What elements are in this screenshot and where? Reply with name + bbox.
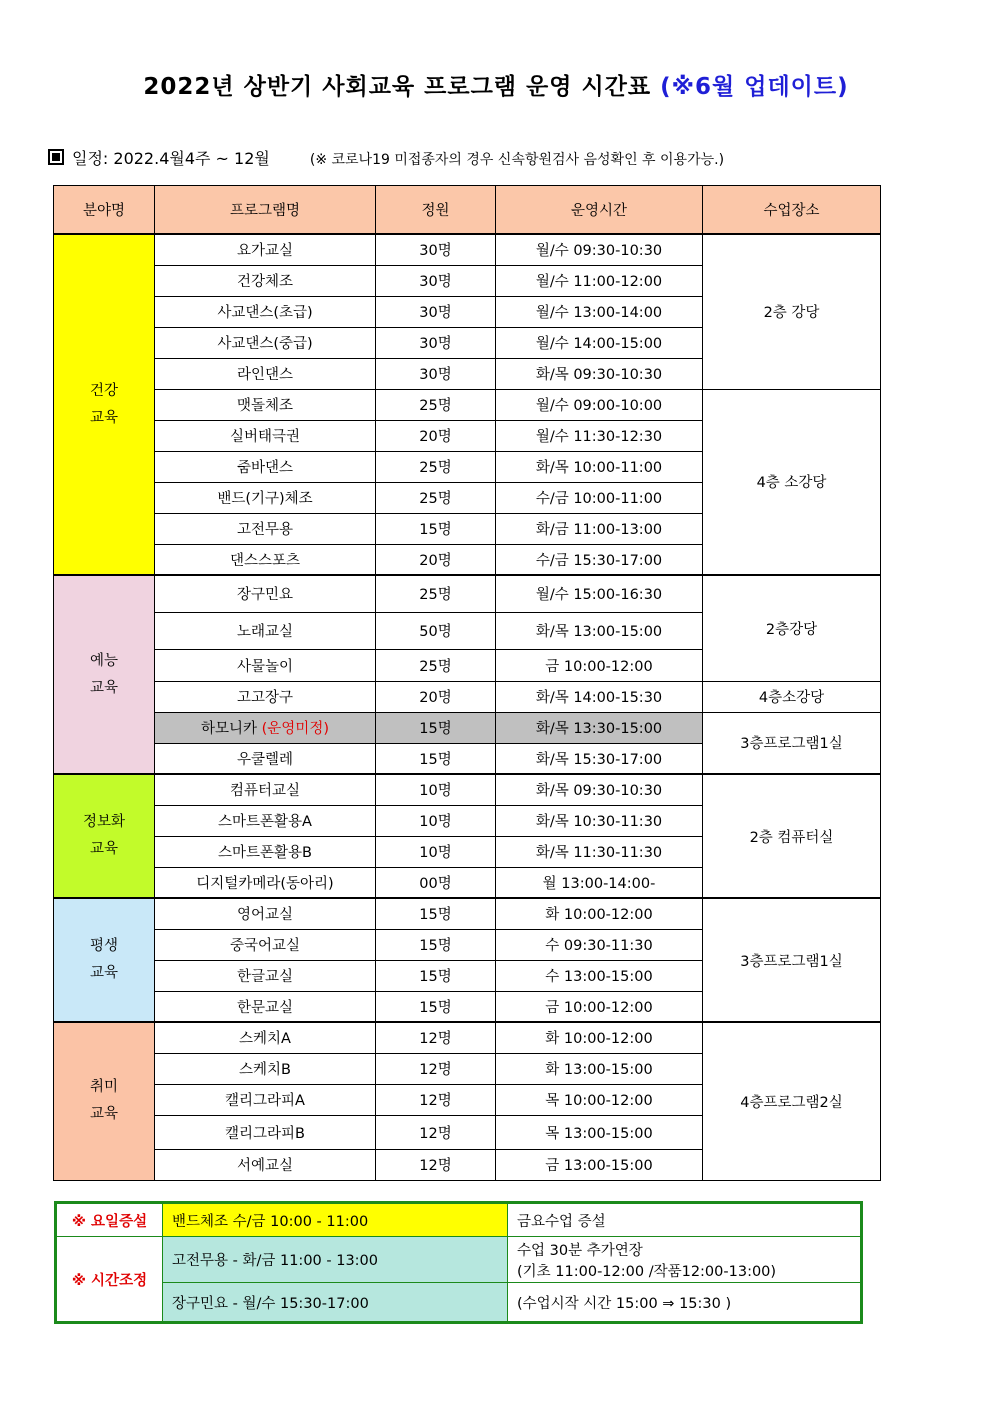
program-name: 우쿨렐레 [155, 743, 376, 774]
day-change-label: ※ 요일증설 [56, 1203, 163, 1237]
category-life: 평생 교육 [54, 898, 155, 1022]
program-time: 수 09:30-11:30 [496, 929, 703, 960]
program-name: 스케치A [155, 1022, 376, 1053]
program-capacity: 50명 [376, 612, 496, 649]
program-time: 월/수 11:30-12:30 [496, 420, 703, 451]
program-name: 건강체조 [155, 265, 376, 296]
program-time: 화/목 11:30-11:30 [496, 836, 703, 867]
program-name: 맷돌체조 [155, 389, 376, 420]
program-capacity: 30명 [376, 296, 496, 327]
program-capacity: 12명 [376, 1149, 496, 1180]
program-name: 사물놀이 [155, 649, 376, 681]
room-cell: 2층 컴퓨터실 [703, 774, 881, 898]
program-capacity: 15명 [376, 743, 496, 774]
room-cell: 4층소강당 [703, 681, 881, 712]
page-title [0, 68, 992, 101]
program-capacity: 10명 [376, 774, 496, 805]
table-row [54, 389, 881, 420]
schedule-line [48, 146, 724, 169]
program-capacity: 25명 [376, 389, 496, 420]
program-name: 줌바댄스 [155, 451, 376, 482]
program-time: 화 13:00-15:00 [496, 1053, 703, 1084]
program-name: 하모니카 (운영미정) [155, 712, 376, 743]
program-name: 서예교실 [155, 1149, 376, 1180]
title-main: 2022년 상반기 사회교육 프로그램 운영 시간표 [143, 74, 652, 100]
table-row [54, 898, 881, 929]
program-time: 화 10:00-12:00 [496, 898, 703, 929]
program-capacity: 10명 [376, 805, 496, 836]
change-notes-table [54, 1201, 863, 1324]
header-category: 분야명 [54, 186, 155, 235]
program-name: 장구민요 [155, 575, 376, 612]
program-time: 화/목 10:00-11:00 [496, 451, 703, 482]
program-capacity: 12명 [376, 1115, 496, 1149]
category-hobby: 취미 교육 [54, 1022, 155, 1180]
program-name: 한글교실 [155, 960, 376, 991]
program-name: 스케치B [155, 1053, 376, 1084]
program-name: 요가교실 [155, 234, 376, 265]
status-note: (운영미정) [261, 721, 329, 737]
program-capacity: 30명 [376, 265, 496, 296]
time-change-label: ※ 시간조정 [56, 1237, 163, 1323]
table-row [54, 575, 881, 612]
program-capacity: 30명 [376, 327, 496, 358]
program-capacity: 30명 [376, 358, 496, 389]
table-header-row [54, 186, 881, 235]
square-bullet-icon [48, 149, 64, 165]
program-name: 스마트폰활용B [155, 836, 376, 867]
table-row [54, 681, 881, 712]
program-time: 월/수 14:00-15:00 [496, 327, 703, 358]
program-name: 밴드(기구)체조 [155, 482, 376, 513]
program-time: 월/수 09:00-10:00 [496, 389, 703, 420]
program-capacity: 20명 [376, 544, 496, 575]
note-row [56, 1237, 862, 1283]
program-time: 수/금 15:30-17:00 [496, 544, 703, 575]
program-time: 금 13:00-15:00 [496, 1149, 703, 1180]
program-name: 실버태극권 [155, 420, 376, 451]
program-name: 한문교실 [155, 991, 376, 1022]
program-capacity: 15명 [376, 991, 496, 1022]
schedule-note: (※ 코로나19 미접종자의 경우 신속항원검사 음성확인 후 이용가능.) [309, 152, 725, 168]
program-time: 월 13:00-14:00- [496, 867, 703, 898]
schedule-label: 일정: 2022.4월4주 ~ 12월 [72, 149, 270, 168]
program-capacity: 15명 [376, 960, 496, 991]
program-name: 디지털카메라(동아리) [155, 867, 376, 898]
program-name: 캘리그라피A [155, 1084, 376, 1115]
program-time: 월/수 11:00-12:00 [496, 265, 703, 296]
room-cell: 2층강당 [703, 575, 881, 681]
note-row [56, 1203, 862, 1237]
program-name: 영어교실 [155, 898, 376, 929]
time-change-item: 장구민요 - 월/수 15:30-17:00 [163, 1283, 508, 1323]
room-cell: 4층프로그램2실 [703, 1022, 881, 1180]
program-time: 월/수 13:00-14:00 [496, 296, 703, 327]
program-time: 화/목 10:30-11:30 [496, 805, 703, 836]
room-cell: 3층프로그램1실 [703, 898, 881, 1022]
time-change-desc: 수업 30분 추가연장 (기초 11:00-12:00 /작품12:00-13:00) [508, 1237, 862, 1283]
category-info: 정보화 교육 [54, 774, 155, 898]
program-capacity: 25명 [376, 451, 496, 482]
program-name: 고전무용 [155, 513, 376, 544]
program-capacity: 15명 [376, 513, 496, 544]
room-cell: 3층프로그램1실 [703, 712, 881, 774]
category-art: 예능 교육 [54, 575, 155, 774]
time-change-item: 고전무용 - 화/금 11:00 - 13:00 [163, 1237, 508, 1283]
header-room: 수업장소 [703, 186, 881, 235]
program-capacity: 25명 [376, 482, 496, 513]
program-name: 노래교실 [155, 612, 376, 649]
program-capacity: 30명 [376, 234, 496, 265]
program-time: 수/금 10:00-11:00 [496, 482, 703, 513]
program-name: 스마트폰활용A [155, 805, 376, 836]
day-change-item: 밴드체조 수/금 10:00 - 11:00 [163, 1203, 508, 1237]
header-time: 운영시간 [496, 186, 703, 235]
day-change-desc: 금요수업 증설 [508, 1203, 862, 1237]
program-capacity: 15명 [376, 898, 496, 929]
program-capacity: 20명 [376, 681, 496, 712]
program-capacity: 20명 [376, 420, 496, 451]
table-row [54, 234, 881, 265]
room-cell: 4층 소강당 [703, 389, 881, 575]
program-time: 화/목 13:30-15:00 [496, 712, 703, 743]
program-capacity: 25명 [376, 649, 496, 681]
program-time: 월/수 15:00-16:30 [496, 575, 703, 612]
title-update: (※6월 업데이트) [660, 74, 849, 100]
program-name: 사교댄스(중급) [155, 327, 376, 358]
program-time: 목 10:00-12:00 [496, 1084, 703, 1115]
program-time: 금 10:00-12:00 [496, 991, 703, 1022]
program-name: 캘리그라피B [155, 1115, 376, 1149]
program-time: 화/목 09:30-10:30 [496, 358, 703, 389]
table-row [54, 1022, 881, 1053]
program-time: 월/수 09:30-10:30 [496, 234, 703, 265]
program-time: 수 13:00-15:00 [496, 960, 703, 991]
program-capacity: 12명 [376, 1053, 496, 1084]
program-name: 라인댄스 [155, 358, 376, 389]
program-capacity: 12명 [376, 1022, 496, 1053]
program-capacity: 00명 [376, 867, 496, 898]
program-capacity: 12명 [376, 1084, 496, 1115]
program-time: 금 10:00-12:00 [496, 649, 703, 681]
program-capacity: 10명 [376, 836, 496, 867]
time-change-desc: (수업시작 시간 15:00 ⇒ 15:30 ) [508, 1283, 862, 1323]
program-name: 고고장구 [155, 681, 376, 712]
header-capacity: 정원 [376, 186, 496, 235]
program-time: 목 13:00-15:00 [496, 1115, 703, 1149]
category-health: 건강 교육 [54, 234, 155, 575]
program-name: 사교댄스(초급) [155, 296, 376, 327]
program-time: 화/목 13:00-15:00 [496, 612, 703, 649]
program-time: 화 10:00-12:00 [496, 1022, 703, 1053]
program-capacity: 15명 [376, 712, 496, 743]
header-program: 프로그램명 [155, 186, 376, 235]
program-capacity: 15명 [376, 929, 496, 960]
program-time: 화/금 11:00-13:00 [496, 513, 703, 544]
room-cell: 2층 강당 [703, 234, 881, 389]
program-name: 컴퓨터교실 [155, 774, 376, 805]
program-time: 화/목 09:30-10:30 [496, 774, 703, 805]
note-row [56, 1283, 862, 1323]
table-row [54, 774, 881, 805]
program-time: 화/목 15:30-17:00 [496, 743, 703, 774]
table-row [54, 712, 881, 743]
program-table [53, 185, 881, 1181]
program-name: 댄스스포츠 [155, 544, 376, 575]
program-name: 중국어교실 [155, 929, 376, 960]
program-capacity: 25명 [376, 575, 496, 612]
program-time: 화/목 14:00-15:30 [496, 681, 703, 712]
